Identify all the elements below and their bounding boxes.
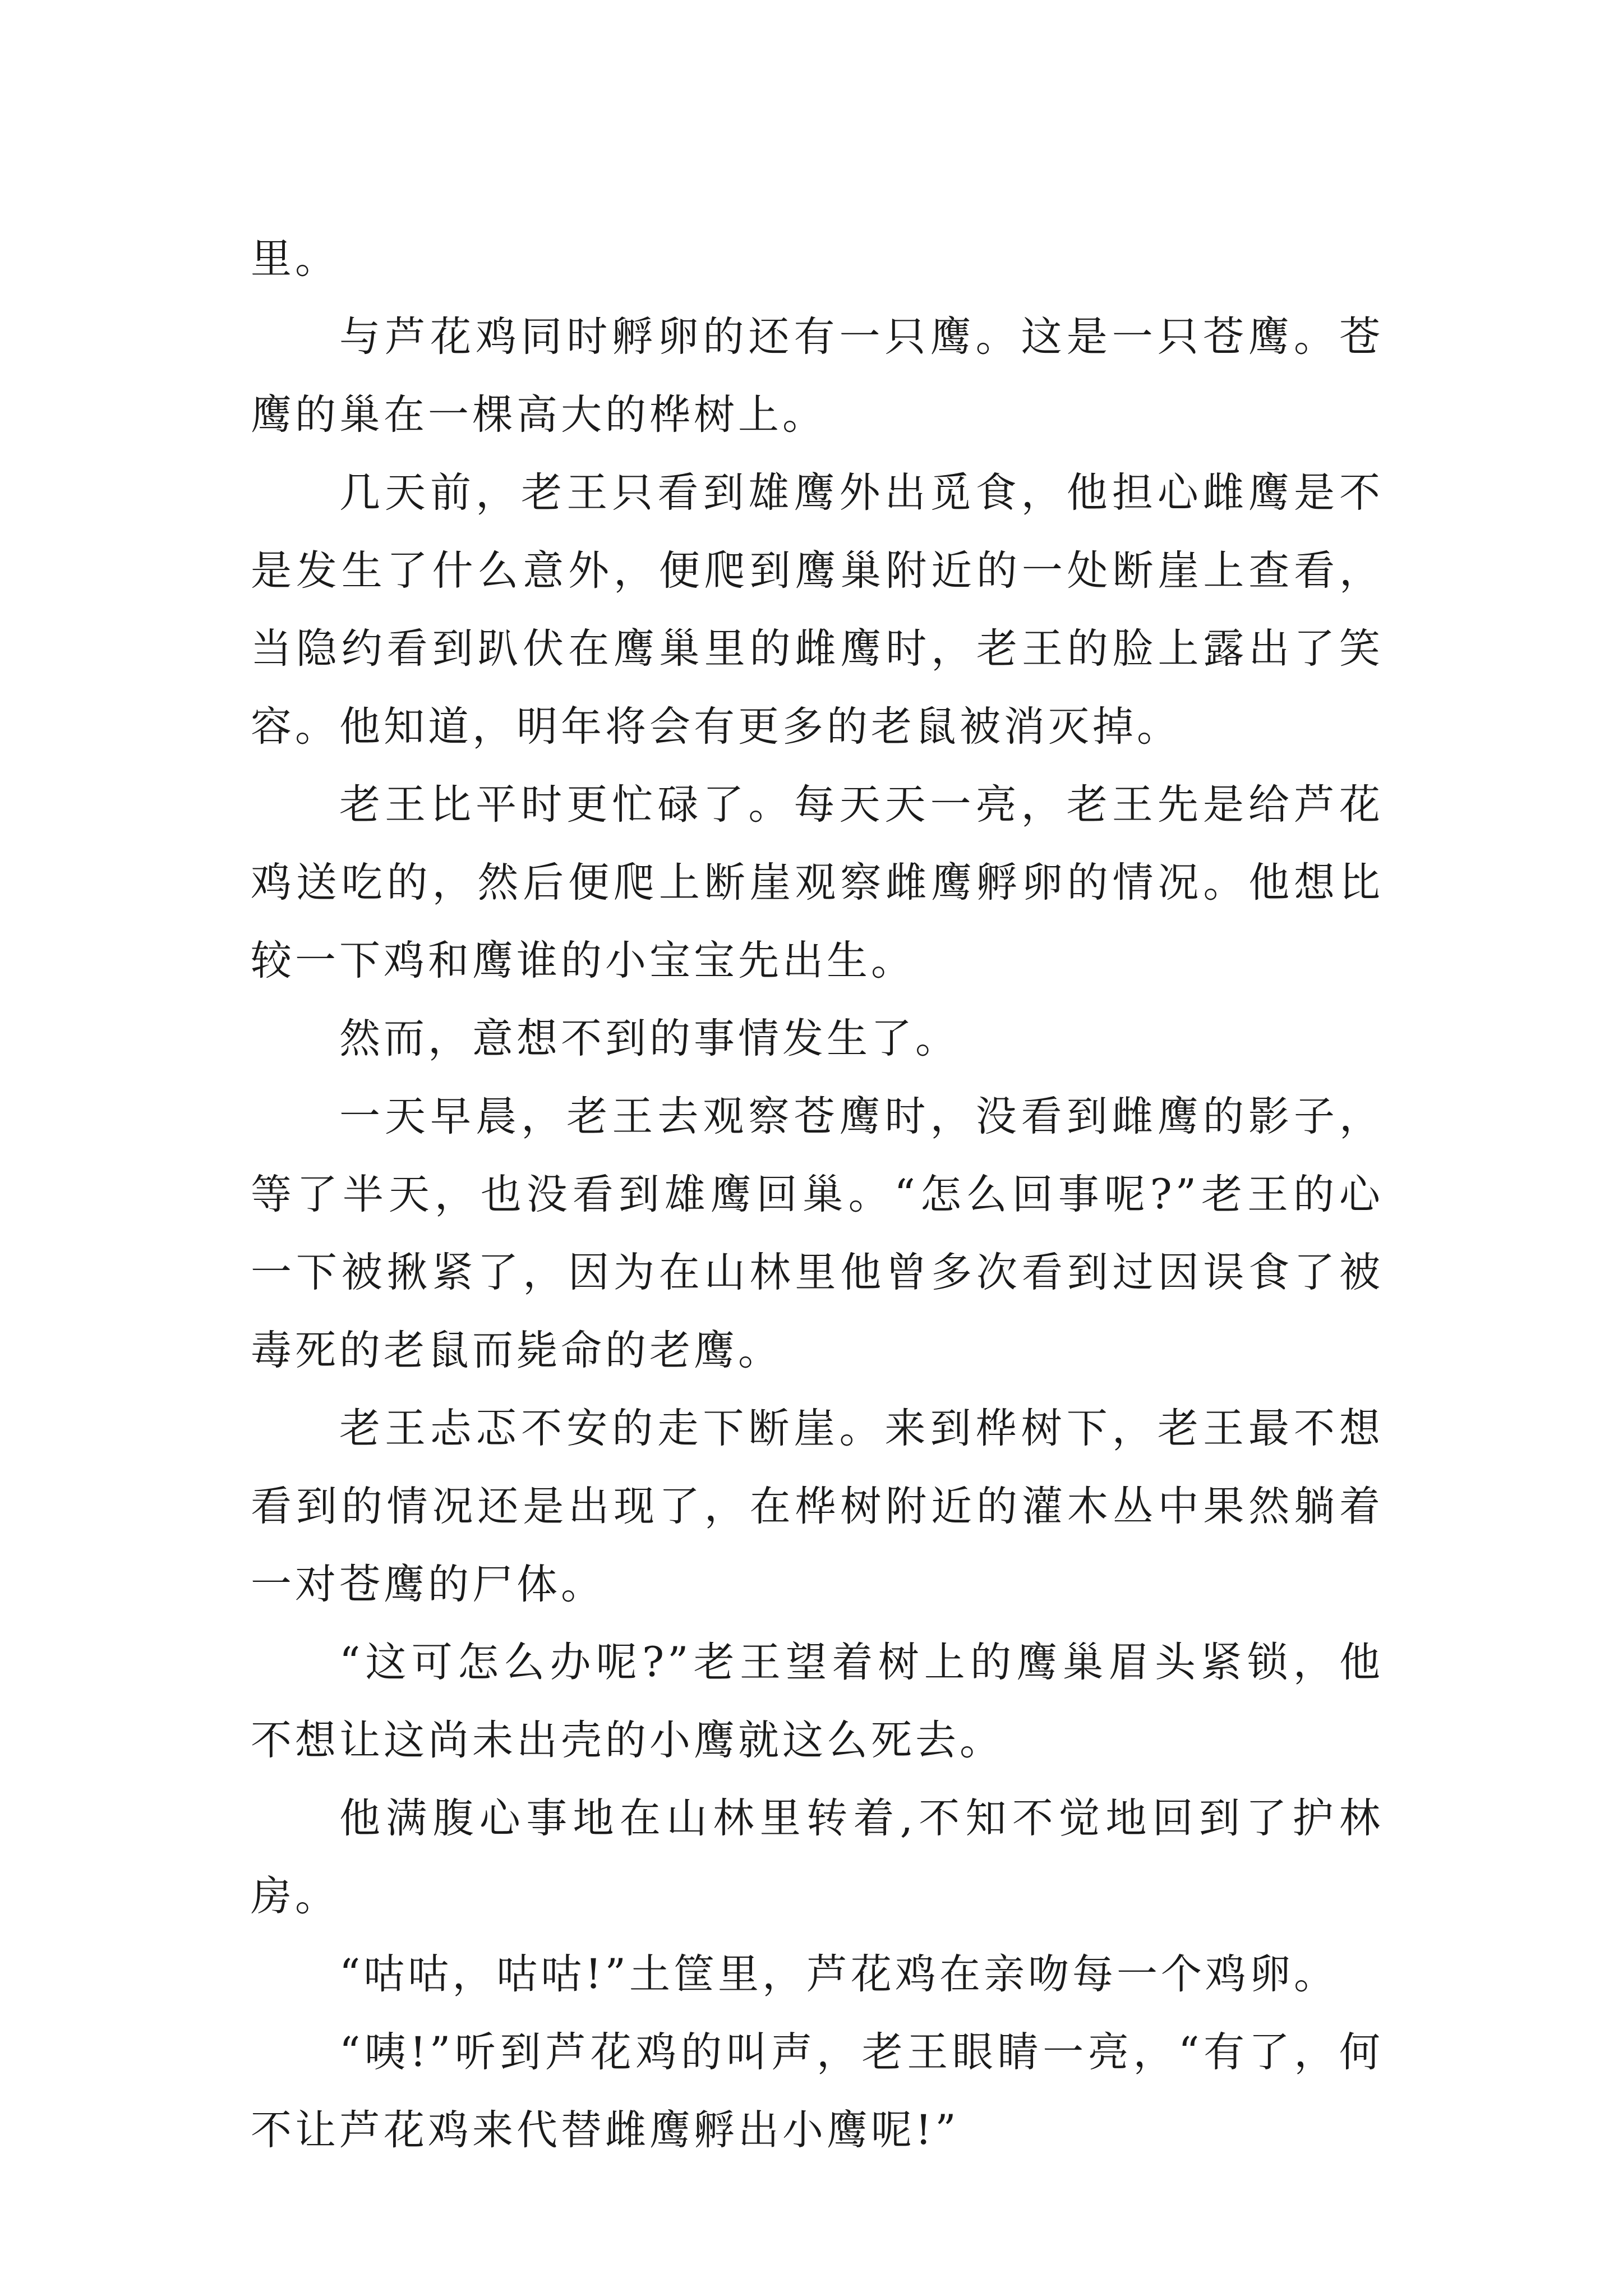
paragraph-3: 几天前，老王只看到雄鹰外出觅食，他担心雌鹰是不是发生了什么意外，便爬到鹰巢附近的一处断崖上查看，当隐约看到趴伏在鹰巢里的雌鹰时，老王的脸上露出了笑容。他知道，明年将会有更多的老鼠被消灭掉。 [251, 469, 1384, 751]
paragraph-1: 里。 [251, 235, 339, 283]
paragraph-4: 老王比平时更忙碌了。每天天一亮，老王先是给芦花鸡送吃的，然后便爬上断崖观察雌鹰孵卵的情况。他想比较一下鸡和鹰谁的小宝宝先出生。 [251, 781, 1384, 984]
body-text [251, 220, 1384, 2169]
paragraph-10: “咕咕，咕咕!”土筐里，芦花鸡在亲吻每一个鸡卵。 [339, 1950, 1338, 1998]
paragraph-2: 与芦花鸡同时孵卵的还有一只鹰。这是一只苍鹰。苍鹰的巢在一棵高大的桦树上。 [251, 313, 1384, 439]
paragraph-9: 他满腹心事地在山林里转着,不知不觉地回到了护林房。 [251, 1795, 1384, 1920]
paragraph-8: “这可怎么办呢?”老王望着树上的鹰巢眉头紧锁，他不想让这尚未出壳的小鹰就这么死去。 [251, 1639, 1384, 1764]
paragraph-6: 一天早晨，老王去观察苍鹰时，没看到雌鹰的影子，等了半天，也没看到雄鹰回巢。“怎么回事呢?”老王的心一下被揪紧了，因为在山林里他曾多次看到过因误食了被毒死的老鼠而毙命的老鹰。 [251, 1093, 1384, 1374]
paragraph-5: 然而，意想不到的事情发生了。 [339, 1015, 960, 1062]
paragraph-7: 老王忐忑不安的走下断崖。来到桦树下，老王最不想看到的情况还是出现了，在桦树附近的灌木丛中果然躺着一对苍鹰的尸体。 [251, 1405, 1384, 1608]
paragraph-11: “咦!”听到芦花鸡的叫声，老王眼睛一亮，“有了，何不让芦花鸡来代替雌鹰孵出小鹰呢!” [251, 2028, 1384, 2154]
